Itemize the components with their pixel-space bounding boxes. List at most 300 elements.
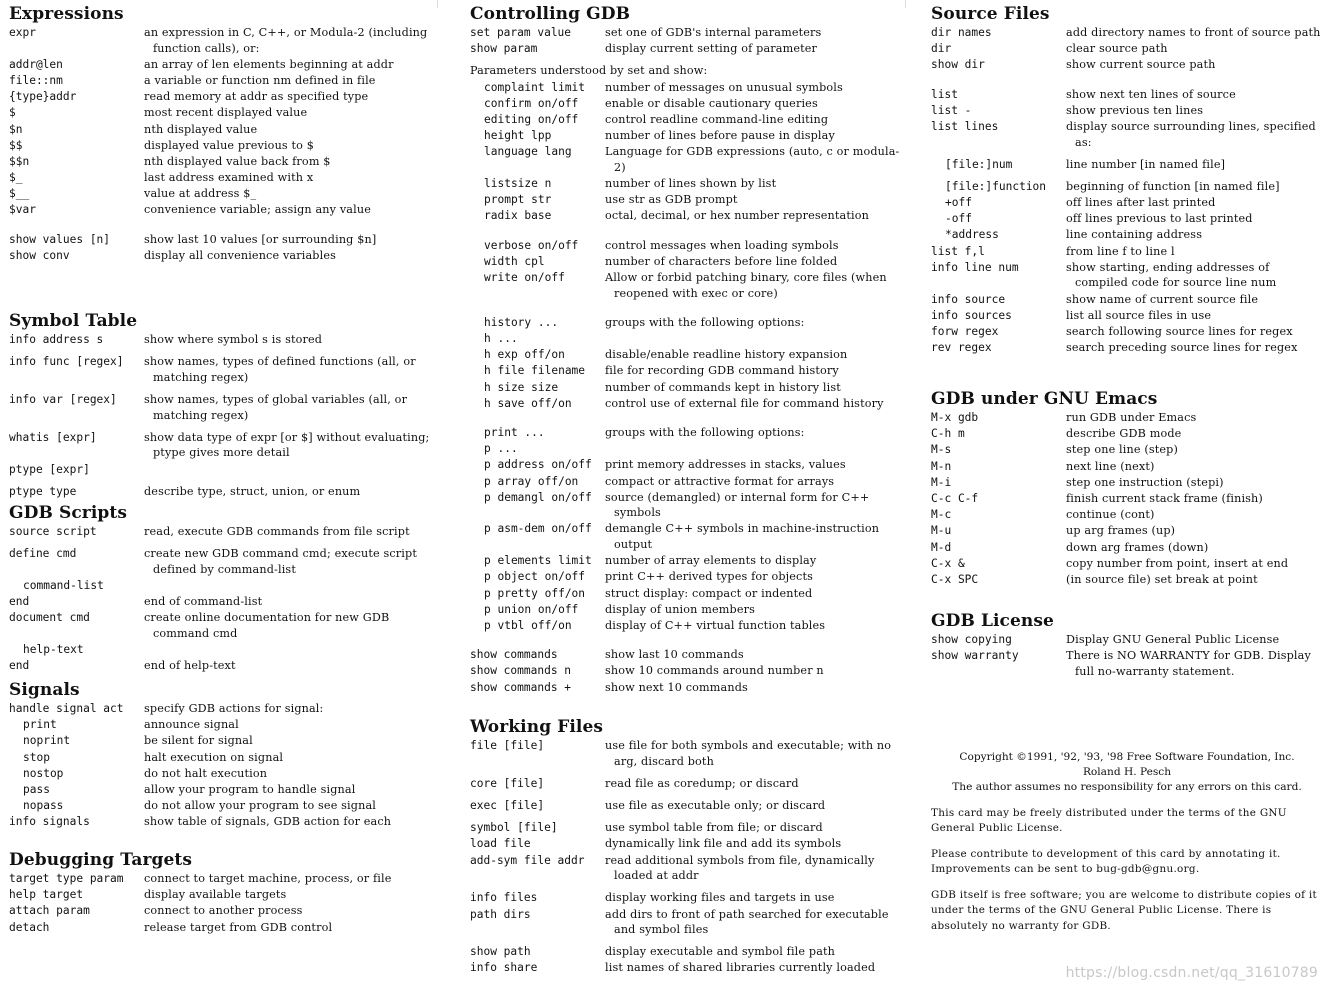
entry-row bbox=[9, 122, 434, 138]
entry-description bbox=[600, 331, 910, 347]
entry-description: number of messages on unusual symbols bbox=[605, 80, 843, 94]
entry-row bbox=[470, 663, 910, 679]
entry-description: search preceding source lines for regex bbox=[1066, 341, 1298, 355]
entry-description: most recent displayed value bbox=[144, 106, 308, 120]
entry-description: display of union members bbox=[605, 602, 755, 616]
entry-command: add-sym file addr bbox=[470, 853, 585, 867]
entry-row bbox=[9, 484, 434, 500]
entry-command: p ... bbox=[484, 442, 518, 456]
entry-row bbox=[470, 490, 910, 521]
entry-command: forw regex bbox=[931, 325, 999, 338]
entry-command: show warranty bbox=[931, 649, 1019, 663]
entry-command: show path bbox=[470, 945, 531, 959]
entry-row bbox=[470, 553, 910, 569]
entry-description: up arg frames (up) bbox=[1066, 524, 1176, 538]
entry-row bbox=[931, 57, 1323, 73]
entry-description: demangle C++ symbols in machine-instruction output bbox=[605, 522, 880, 552]
entry-description: show names, types of global variables (all, or matching regex) bbox=[144, 392, 408, 422]
entry-row bbox=[470, 347, 910, 363]
section-title: GDB Scripts bbox=[9, 503, 127, 523]
entry-row bbox=[9, 766, 434, 782]
entry-row bbox=[9, 594, 434, 610]
entry-row bbox=[931, 25, 1323, 41]
entry-command: print ... bbox=[484, 425, 545, 439]
entry-command: exec [file] bbox=[470, 798, 545, 812]
entry-command: show copying bbox=[931, 633, 1012, 646]
entry-description: enable or disable cautionary queries bbox=[605, 96, 818, 110]
entry-description: show last 10 values [or surrounding $n] bbox=[144, 232, 377, 246]
entry-description: create online documentation for new GDB command cmd bbox=[144, 611, 390, 640]
entry-command: handle signal act bbox=[9, 702, 124, 715]
entry-description: use str as GDB prompt bbox=[605, 193, 738, 207]
entry-description: control readline command-line editing bbox=[605, 112, 829, 126]
entry-command: show dir bbox=[931, 58, 985, 72]
entry-row bbox=[9, 701, 434, 717]
entry-row bbox=[470, 853, 910, 884]
entry-list bbox=[9, 25, 434, 263]
entry-row bbox=[9, 658, 434, 674]
entry-row bbox=[470, 836, 910, 852]
section-gdb-emacs bbox=[931, 388, 1323, 588]
entry-description: show next ten lines of source bbox=[1066, 87, 1236, 101]
entry-description: number of lines before pause in display bbox=[605, 129, 835, 143]
entry-description: an array of len elements beginning at addr bbox=[144, 57, 394, 71]
entry-command: ptype type bbox=[9, 484, 77, 498]
entry-command: show commands n bbox=[470, 664, 572, 678]
entry-row bbox=[931, 540, 1323, 556]
entry-description: show starting, ending addresses of compiled code for source line num bbox=[1066, 260, 1277, 290]
entry-row bbox=[470, 586, 910, 602]
entry-list bbox=[9, 701, 434, 830]
entry-list bbox=[470, 738, 910, 976]
entry-row bbox=[470, 96, 910, 112]
entry-command: width cpl bbox=[484, 254, 545, 268]
section-symbol-table bbox=[9, 310, 434, 500]
entry-command: prompt str bbox=[484, 193, 552, 207]
entry-description: display source surrounding lines, specified as: bbox=[1066, 119, 1316, 149]
entry-command: info signals bbox=[9, 815, 90, 829]
entry-row bbox=[470, 944, 910, 960]
entry-row bbox=[931, 244, 1323, 260]
entry-list bbox=[470, 80, 910, 634]
section-controlling-gdb bbox=[470, 3, 910, 696]
section-expressions bbox=[9, 3, 434, 264]
entry-row bbox=[9, 462, 434, 478]
entry-row bbox=[931, 324, 1323, 340]
entry-description bbox=[139, 578, 434, 594]
entry-command: list lines bbox=[931, 119, 999, 133]
entry-command: h save off/on bbox=[484, 396, 572, 410]
entry-command: C-h m bbox=[931, 427, 965, 441]
entry-list bbox=[931, 632, 1323, 679]
entry-command: confirm on/off bbox=[484, 96, 579, 110]
entry-command: {type}addr bbox=[9, 90, 77, 104]
entry-command: h ... bbox=[484, 332, 518, 345]
entry-description: disable/enable readline history expansion bbox=[605, 348, 848, 362]
entry-command: p vtbl off/on bbox=[484, 619, 572, 632]
entry-row bbox=[470, 647, 910, 663]
entry-row bbox=[9, 887, 434, 903]
entry-row bbox=[9, 332, 434, 348]
entry-description: show last 10 commands bbox=[605, 648, 744, 662]
entry-command: nostop bbox=[23, 766, 64, 780]
entry-command: M-s bbox=[931, 443, 952, 457]
entry-description: allow your program to handle signal bbox=[144, 782, 356, 796]
section-title: Signals bbox=[9, 680, 80, 700]
entry-command: h exp off/on bbox=[484, 348, 565, 362]
entry-row bbox=[9, 920, 434, 936]
entry-description: show where symbol s is stored bbox=[144, 333, 323, 346]
entry-command: +off bbox=[945, 196, 972, 210]
entry-row bbox=[470, 776, 910, 792]
section-title: Working Files bbox=[470, 717, 604, 737]
section-title: Controlling GDB bbox=[470, 4, 631, 24]
entry-command: set param value bbox=[470, 26, 572, 39]
entry-description: groups with the following options: bbox=[605, 315, 805, 329]
entry-command: ptype [expr] bbox=[9, 462, 90, 476]
entry-description: source (demangled) or internal form for C++ symbols bbox=[605, 490, 870, 520]
entry-list bbox=[931, 25, 1323, 356]
entry-row bbox=[931, 507, 1323, 523]
entry-description: line number [in named file] bbox=[1066, 157, 1226, 171]
entry-command: symbol [file] bbox=[470, 821, 558, 835]
entry-command: path dirs bbox=[470, 907, 531, 921]
entry-description: step one instruction (stepi) bbox=[1066, 475, 1224, 489]
entry-description: display available targets bbox=[144, 888, 287, 902]
entry-row bbox=[9, 782, 434, 798]
entry-command: verbose on/off bbox=[484, 238, 579, 252]
entry-description: end of command-list bbox=[144, 595, 263, 609]
entry-description: Display GNU General Public License bbox=[1066, 633, 1280, 646]
entry-row bbox=[470, 144, 910, 175]
entry-command: $$ bbox=[9, 138, 23, 152]
entry-row bbox=[470, 820, 910, 836]
entry-command: p address on/off bbox=[484, 458, 592, 472]
entry-command: *address bbox=[945, 228, 999, 242]
entry-row bbox=[470, 128, 910, 144]
entry-description: control messages when loading symbols bbox=[605, 238, 839, 252]
entry-row bbox=[9, 232, 434, 248]
entry-row bbox=[9, 25, 434, 56]
entry-command: [file:]num bbox=[945, 157, 1013, 171]
entry-command: info sources bbox=[931, 308, 1012, 322]
entry-command: p array off/on bbox=[484, 474, 579, 488]
entry-row bbox=[470, 798, 910, 814]
entry-row bbox=[9, 248, 434, 264]
entry-command: help target bbox=[9, 888, 84, 902]
entry-description: show name of current source file bbox=[1066, 292, 1259, 306]
entry-command: C-x SPC bbox=[931, 572, 979, 586]
entry-command: file::nm bbox=[9, 73, 63, 87]
entry-row bbox=[470, 396, 910, 412]
entry-command: history ... bbox=[484, 315, 559, 329]
entry-command: $_ bbox=[9, 171, 23, 185]
entry-description: show 10 commands around number n bbox=[605, 664, 824, 678]
entry-command: expr bbox=[9, 26, 36, 39]
spacer bbox=[470, 225, 910, 238]
entry-row bbox=[470, 238, 910, 254]
entry-description: do not halt execution bbox=[144, 766, 268, 780]
entry-row bbox=[931, 459, 1323, 475]
entry-command: command-list bbox=[23, 578, 104, 592]
entry-command: h size size bbox=[484, 380, 559, 394]
entry-list bbox=[470, 647, 910, 695]
entry-list bbox=[9, 871, 434, 935]
entry-description: connect to another process bbox=[144, 904, 303, 918]
entry-command: detach bbox=[9, 920, 50, 934]
watermark: https://blog.csdn.net/qq_31610789 bbox=[1065, 965, 1318, 981]
entry-description: struct display: compact or indented bbox=[605, 586, 813, 600]
entry-description: set one of GDB's internal parameters bbox=[605, 26, 822, 39]
entry-command: show values [n] bbox=[9, 232, 111, 246]
entry-list bbox=[9, 524, 434, 674]
entry-description: read file as coredump; or discard bbox=[605, 776, 799, 790]
entry-command: noprint bbox=[23, 734, 71, 748]
entry-command: [file:]function bbox=[945, 179, 1047, 193]
section-source-files bbox=[931, 3, 1323, 356]
entry-description: read, execute GDB commands from file script bbox=[144, 525, 410, 538]
entry-row bbox=[931, 648, 1323, 679]
entry-row bbox=[931, 308, 1323, 324]
entry-command: end bbox=[9, 659, 30, 673]
section-title: Expressions bbox=[9, 4, 124, 24]
entry-description: finish current stack frame (finish) bbox=[1066, 491, 1263, 505]
entry-description: list all source files in use bbox=[1066, 308, 1212, 322]
entry-command: $var bbox=[9, 203, 36, 217]
entry-description: nth displayed value bbox=[144, 122, 258, 136]
entry-command: dir names bbox=[931, 26, 992, 39]
entry-description: use file as executable only; or discard bbox=[605, 798, 826, 812]
entry-description: run GDB under Emacs bbox=[1066, 411, 1197, 424]
entry-row bbox=[9, 138, 434, 154]
entry-command: show param bbox=[470, 42, 538, 56]
entry-row bbox=[470, 425, 910, 441]
entry-description: There is NO WARRANTY for GDB. Display full no-warranty statement. bbox=[1066, 649, 1311, 678]
entry-row bbox=[470, 602, 910, 618]
entry-command: M-i bbox=[931, 475, 952, 489]
spacer bbox=[470, 634, 910, 647]
entry-description: displayed value previous to $ bbox=[144, 138, 315, 152]
entry-description: print C++ derived types for objects bbox=[605, 570, 813, 584]
copyright-notice bbox=[931, 750, 1323, 796]
entry-row bbox=[470, 80, 910, 96]
entry-row bbox=[9, 798, 434, 814]
entry-description: show table of signals, GDB action for each bbox=[144, 815, 392, 829]
distribution-notice: This card may be freely distributed under the terms of the GNU General Public License. bbox=[931, 806, 1287, 835]
spacer bbox=[470, 302, 910, 315]
entry-command: M-n bbox=[931, 459, 952, 473]
entry-command: info func [regex] bbox=[9, 355, 124, 369]
entry-row bbox=[9, 546, 434, 577]
section-title: Debugging Targets bbox=[9, 850, 193, 870]
entry-description: display of C++ virtual function tables bbox=[605, 619, 826, 632]
entry-command: -off bbox=[945, 212, 972, 226]
section-title: Symbol Table bbox=[9, 311, 138, 331]
entry-row bbox=[470, 331, 910, 347]
entry-description: from line f to line l bbox=[1066, 244, 1175, 258]
entry-row bbox=[931, 41, 1323, 57]
entry-row bbox=[931, 103, 1323, 119]
entry-row bbox=[470, 41, 910, 57]
entry-command: M-c bbox=[931, 508, 952, 522]
entry-row bbox=[9, 733, 434, 749]
entry-row bbox=[470, 380, 910, 396]
entry-command: attach param bbox=[9, 904, 90, 918]
entry-description: search following source lines for regex bbox=[1066, 325, 1293, 338]
free-software-notice: GDB itself is free software; you are welcome to distribute copies of it under the terms of the GNU General Public License. There is absolutely no warranty for GDB. bbox=[931, 889, 1318, 932]
entry-command: source script bbox=[9, 525, 97, 538]
entry-command: editing on/off bbox=[484, 112, 579, 126]
entry-description: list names of shared libraries currently loaded bbox=[605, 961, 876, 975]
entry-row bbox=[9, 354, 434, 385]
entry-description: display all convenience variables bbox=[144, 248, 336, 262]
entry-description bbox=[139, 462, 434, 478]
entry-row bbox=[931, 572, 1323, 588]
entry-row bbox=[9, 578, 434, 594]
entry-row bbox=[9, 202, 434, 218]
entry-description: read memory at addr as specified type bbox=[144, 90, 369, 104]
entry-description: control use of external file for command history bbox=[605, 396, 884, 410]
entry-description: clear source path bbox=[1066, 42, 1168, 56]
entry-command: info share bbox=[470, 961, 538, 975]
author-line: Roland H. Pesch bbox=[1082, 766, 1172, 779]
entry-command: info files bbox=[470, 891, 538, 905]
entry-description: continue (cont) bbox=[1066, 508, 1155, 522]
entry-row bbox=[931, 179, 1323, 195]
entry-row bbox=[931, 195, 1323, 211]
entry-row bbox=[9, 750, 434, 766]
entry-row bbox=[9, 57, 434, 73]
entry-description: down arg frames (down) bbox=[1066, 540, 1209, 554]
entry-description: groups with the following options: bbox=[605, 425, 805, 439]
section-title: Source Files bbox=[931, 4, 1050, 24]
entry-row bbox=[931, 211, 1323, 227]
entry-row bbox=[931, 523, 1323, 539]
entry-description: do not allow your program to see signal bbox=[144, 799, 377, 813]
entry-row bbox=[9, 610, 434, 641]
entry-command: $__ bbox=[9, 187, 30, 201]
entry-description: convenience variable; assign any value bbox=[144, 203, 371, 217]
entry-list bbox=[931, 410, 1323, 587]
entry-description: show current source path bbox=[1066, 58, 1216, 72]
entry-description: show data type of expr [or $] without evaluating; ptype gives more detail bbox=[144, 430, 430, 460]
copyright-line: Copyright ©1991, '92, '93, '98 Free Software Foundation, Inc. bbox=[959, 751, 1295, 763]
entry-row bbox=[9, 524, 434, 540]
entry-command: load file bbox=[470, 837, 531, 851]
entry-command: radix base bbox=[484, 209, 552, 223]
entry-row bbox=[931, 475, 1323, 491]
entry-description: copy number from point, insert at end bbox=[1066, 556, 1289, 570]
entry-command: file [file] bbox=[470, 739, 545, 752]
entry-description: number of characters before line folded bbox=[605, 254, 838, 268]
entry-command: p pretty off/on bbox=[484, 586, 586, 600]
entry-row bbox=[470, 25, 910, 41]
entry-description: off lines after last printed bbox=[1066, 196, 1216, 210]
entry-description: specify GDB actions for signal: bbox=[144, 702, 324, 715]
entry-description: show previous ten lines bbox=[1066, 103, 1204, 117]
entry-command: document cmd bbox=[9, 611, 90, 625]
entry-row bbox=[9, 154, 434, 170]
entry-command: $ bbox=[9, 106, 16, 120]
entry-description: connect to target machine, process, or file bbox=[144, 872, 392, 885]
entry-row bbox=[470, 192, 910, 208]
entry-description: release target from GDB control bbox=[144, 920, 333, 934]
entry-description: read additional symbols from file, dynamically loaded at addr bbox=[605, 853, 875, 883]
section-working-files bbox=[470, 716, 910, 977]
entry-description: end of help-text bbox=[144, 659, 236, 673]
entry-row bbox=[470, 270, 910, 301]
entry-description: add directory names to front of source path bbox=[1066, 26, 1321, 39]
entry-row bbox=[470, 474, 910, 490]
entry-description: next line (next) bbox=[1066, 459, 1155, 473]
entry-description: display current setting of parameter bbox=[605, 42, 818, 56]
entry-description: last address examined with x bbox=[144, 171, 314, 185]
spacer bbox=[931, 74, 1323, 87]
entry-description: number of array elements to display bbox=[605, 554, 817, 568]
entry-row bbox=[9, 430, 434, 461]
section-gdb-scripts bbox=[9, 502, 434, 675]
entry-row bbox=[931, 491, 1323, 507]
entry-row bbox=[931, 556, 1323, 572]
entry-row bbox=[931, 227, 1323, 243]
entry-row bbox=[9, 642, 434, 658]
entry-command: height lpp bbox=[484, 129, 552, 143]
entry-description: use symbol table from file; or discard bbox=[605, 821, 823, 835]
entry-row bbox=[470, 254, 910, 270]
spacer bbox=[470, 412, 910, 425]
entry-description: a variable or function nm defined in file bbox=[144, 73, 376, 87]
entry-command: list bbox=[931, 87, 958, 101]
entry-description: add dirs to front of path searched for executable and symbol files bbox=[605, 907, 889, 937]
entry-row bbox=[9, 170, 434, 186]
entry-command: info line num bbox=[931, 260, 1019, 274]
entry-command: p object on/off bbox=[484, 570, 586, 584]
entry-command: nopass bbox=[23, 799, 64, 813]
entry-description: (in source file) set break at point bbox=[1066, 572, 1258, 586]
entry-command: $$n bbox=[9, 154, 30, 168]
entry-row bbox=[470, 457, 910, 473]
entry-row bbox=[9, 73, 434, 89]
entry-description: number of commands kept in history list bbox=[605, 380, 841, 394]
entry-description: display executable and symbol file path bbox=[605, 945, 836, 959]
entry-command: C-c C-f bbox=[931, 491, 979, 505]
entry-command: h file filename bbox=[484, 364, 586, 378]
params-intro: Parameters understood by set and show: bbox=[470, 64, 708, 78]
entry-row bbox=[931, 410, 1323, 426]
entry-row bbox=[470, 569, 910, 585]
entry-row bbox=[9, 903, 434, 919]
entry-row bbox=[470, 907, 910, 938]
entry-description: show names, types of defined functions (all, or matching regex) bbox=[144, 355, 416, 384]
entry-command: info var [regex] bbox=[9, 392, 117, 406]
entry-description: beginning of function [in named file] bbox=[1066, 179, 1280, 193]
entry-description: print memory addresses in stacks, values bbox=[605, 458, 846, 472]
entry-row bbox=[9, 186, 434, 202]
entry-command: p union on/off bbox=[484, 602, 579, 616]
entry-command: addr@len bbox=[9, 57, 63, 71]
section-debugging-targets bbox=[9, 849, 434, 936]
responsibility-line: The author assumes no responsibility for any errors on this card. bbox=[952, 781, 1302, 794]
entry-command: target type param bbox=[9, 872, 124, 885]
entry-command: show commands + bbox=[470, 680, 572, 694]
entry-description bbox=[139, 642, 434, 658]
entry-description: line containing address bbox=[1066, 228, 1203, 242]
entry-command: p elements limit bbox=[484, 554, 592, 568]
entry-row bbox=[470, 680, 910, 696]
section-title: GDB under GNU Emacs bbox=[931, 389, 1158, 409]
entry-command: C-x & bbox=[931, 556, 965, 570]
entry-command: help-text bbox=[23, 643, 84, 657]
